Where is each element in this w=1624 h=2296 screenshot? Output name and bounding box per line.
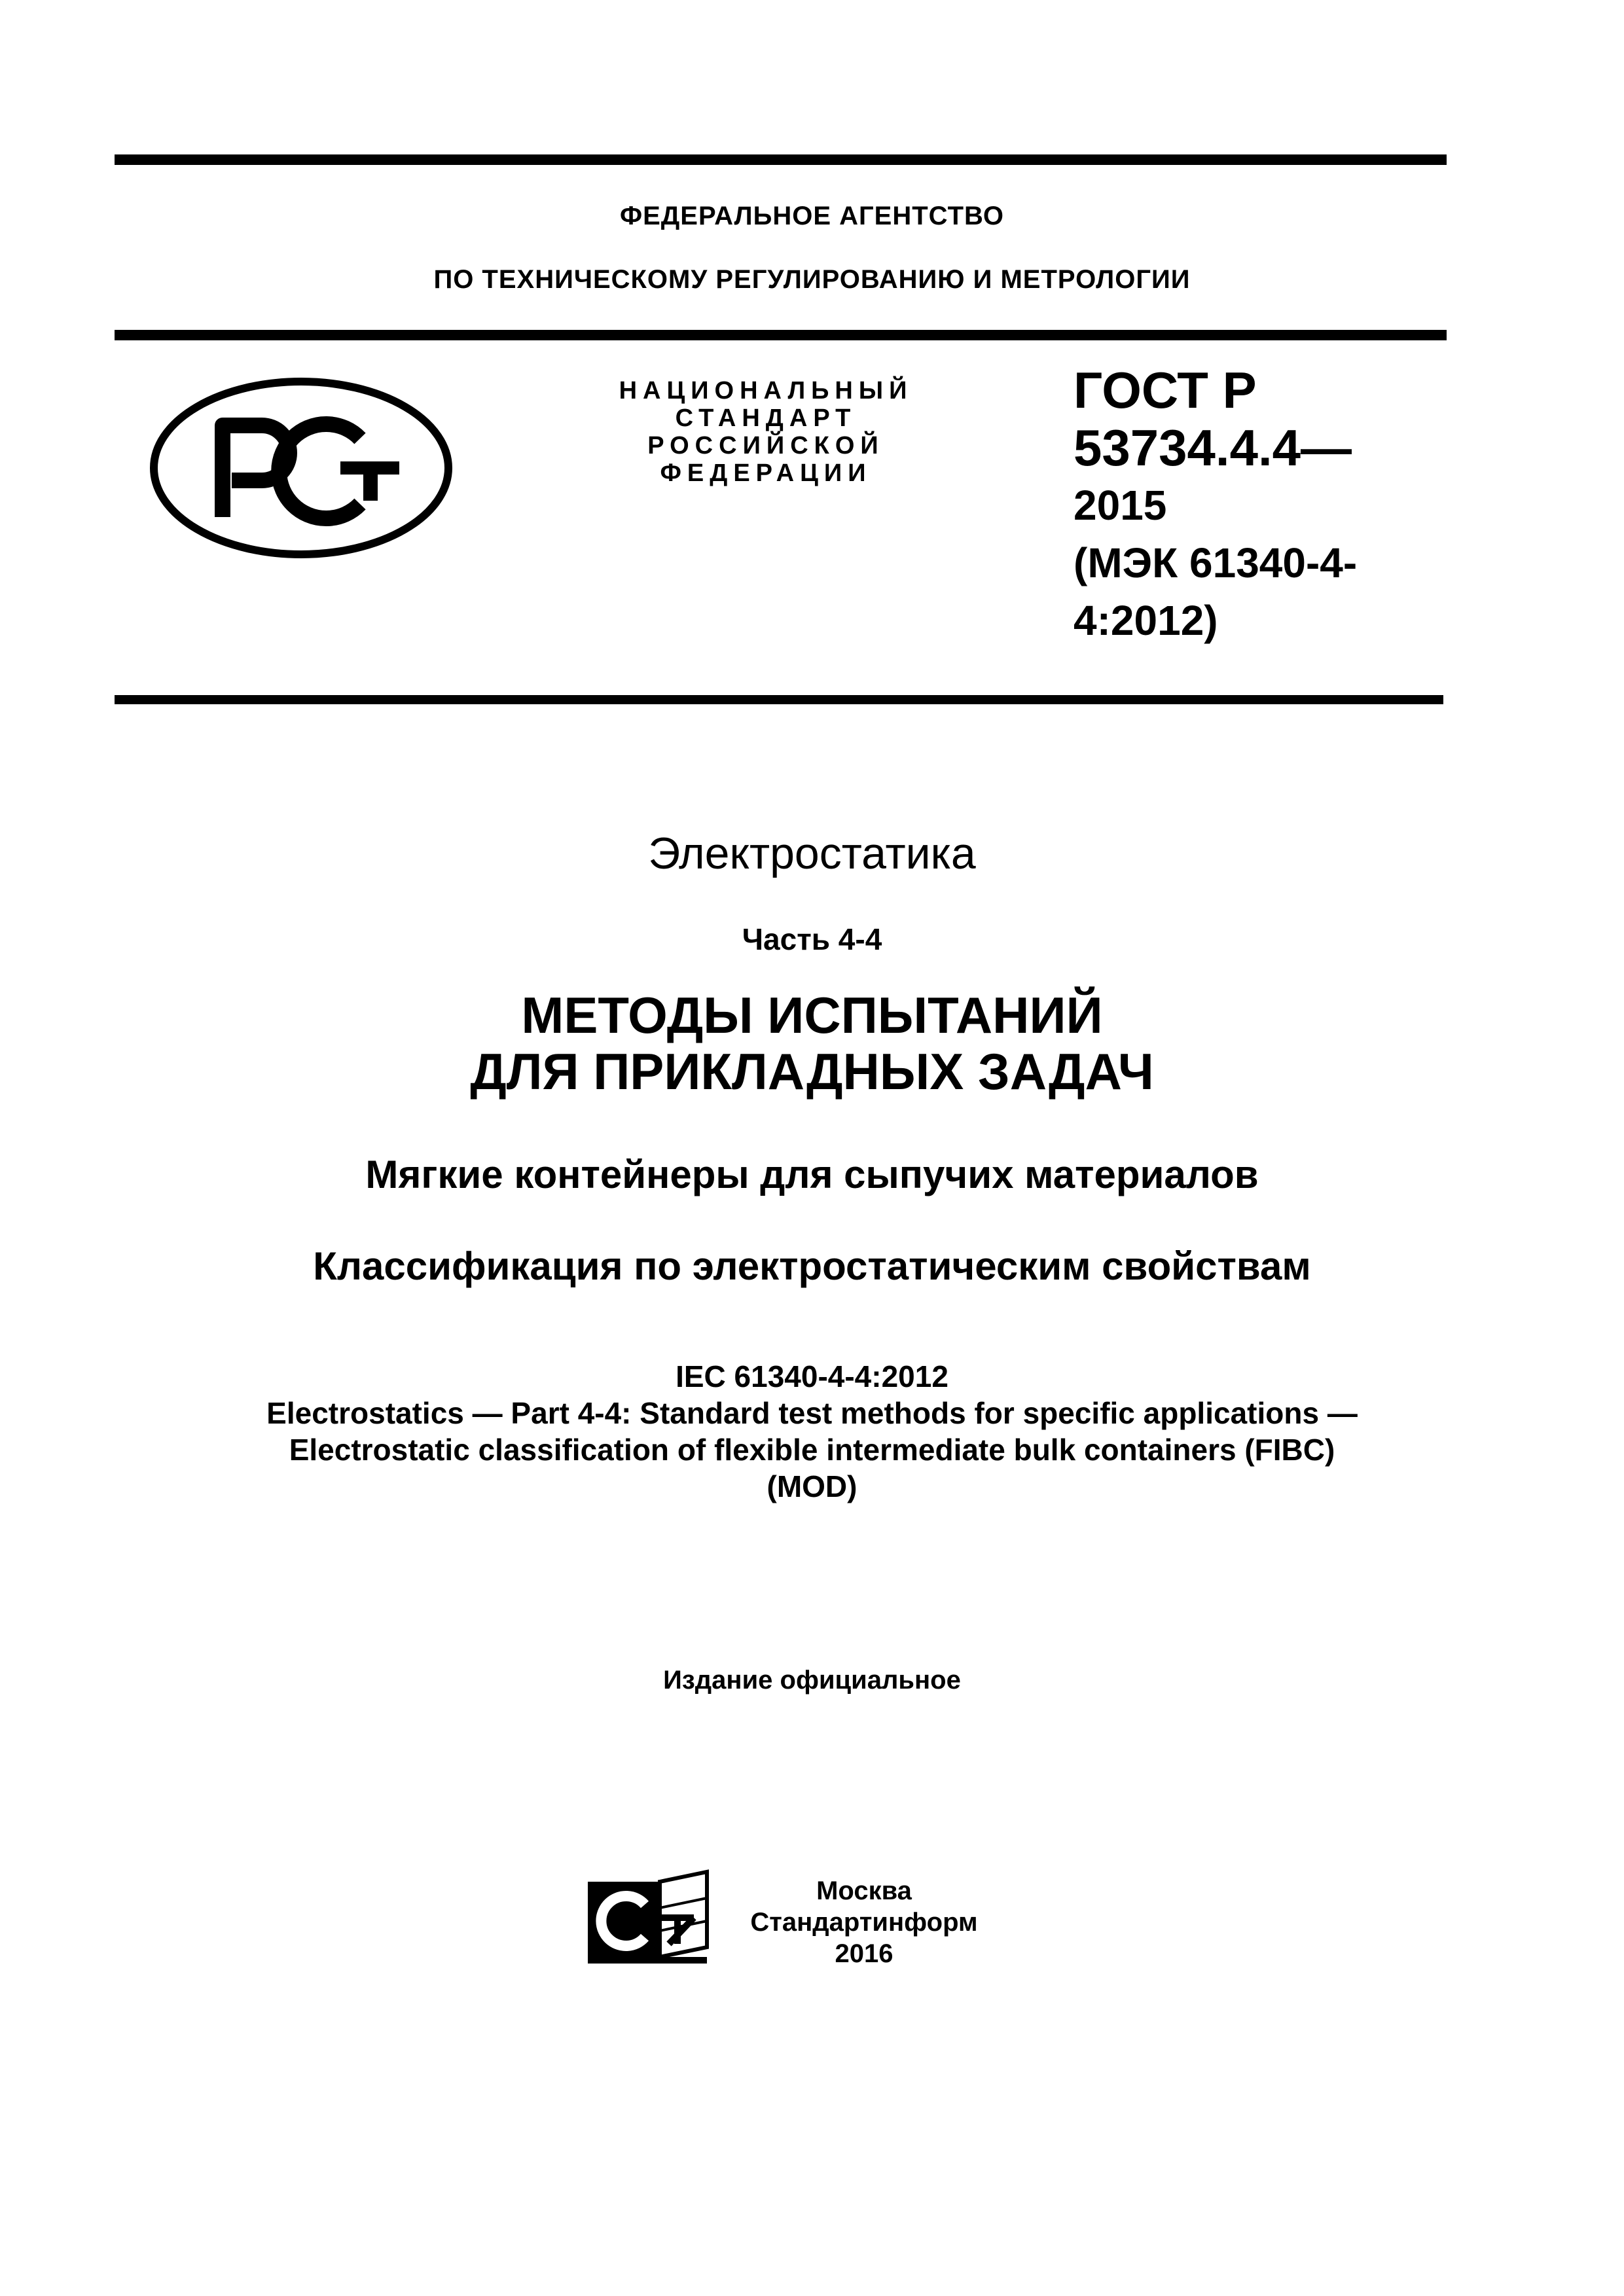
edition-label: Издание официальное xyxy=(663,1666,961,1695)
national-standard-line: НАЦИОНАЛЬНЫЙ xyxy=(619,377,913,404)
iec-title-line-2: Electrostatic classification of flexible intermediate bulk containers (FIBC) xyxy=(289,1433,1335,1467)
designation-line: 4:2012) xyxy=(1074,597,1218,644)
designation-line: 53734.4.4— xyxy=(1074,419,1352,476)
subtitle-containers: Мягкие контейнеры для сыпучих материалов xyxy=(365,1153,1259,1196)
national-standard-line: ФЕДЕРАЦИИ xyxy=(660,459,872,487)
designation-line: (МЭК 61340-4- xyxy=(1074,539,1358,586)
publisher-city: Москва xyxy=(816,1876,912,1905)
designation-rule xyxy=(115,695,1443,704)
gost-designation xyxy=(1074,361,1440,649)
publisher-block xyxy=(733,1875,995,1969)
iec-code: IEC 61340-4-4:2012 xyxy=(676,1359,948,1393)
page-title: Электростатика xyxy=(648,829,976,878)
methods-title xyxy=(0,987,1624,1100)
iec-reference xyxy=(0,1358,1624,1505)
agency-line-2: ПО ТЕХНИЧЕСКОМУ РЕГУЛИРОВАНИЮ И МЕТРОЛОГИИ xyxy=(433,265,1191,294)
agency-line-1: ФЕДЕРАЛЬНОЕ АГЕНТСТВО xyxy=(619,202,1005,230)
rst-mark-icon xyxy=(144,373,458,563)
designation-line: ГОСТ Р xyxy=(1074,361,1257,419)
publisher-year: 2016 xyxy=(835,1939,893,1968)
header-rule xyxy=(115,330,1447,340)
stinf-mark-icon xyxy=(583,1869,713,1980)
national-standard-line: РОССИЙСКОЙ xyxy=(647,432,884,459)
national-standard-block xyxy=(589,377,943,487)
part-label: Часть 4-4 xyxy=(742,922,882,956)
methods-title-line-1: МЕТОДЫ ИСПЫТАНИЙ xyxy=(521,986,1103,1044)
iec-mod: (MOD) xyxy=(767,1469,857,1503)
publisher-name: Стандартинформ xyxy=(750,1908,978,1937)
national-standard-line: СТАНДАРТ xyxy=(675,404,857,432)
designation-line: 2015 xyxy=(1074,482,1167,529)
subtitle-classification: Классификация по электростатическим свойствам xyxy=(313,1244,1311,1288)
iec-title-line-1: Electrostatics — Part 4-4: Standard test methods for specific applications — xyxy=(266,1396,1358,1430)
methods-title-line-2: ДЛЯ ПРИКЛАДНЫХ ЗАДАЧ xyxy=(470,1043,1154,1100)
top-rule xyxy=(115,154,1447,165)
